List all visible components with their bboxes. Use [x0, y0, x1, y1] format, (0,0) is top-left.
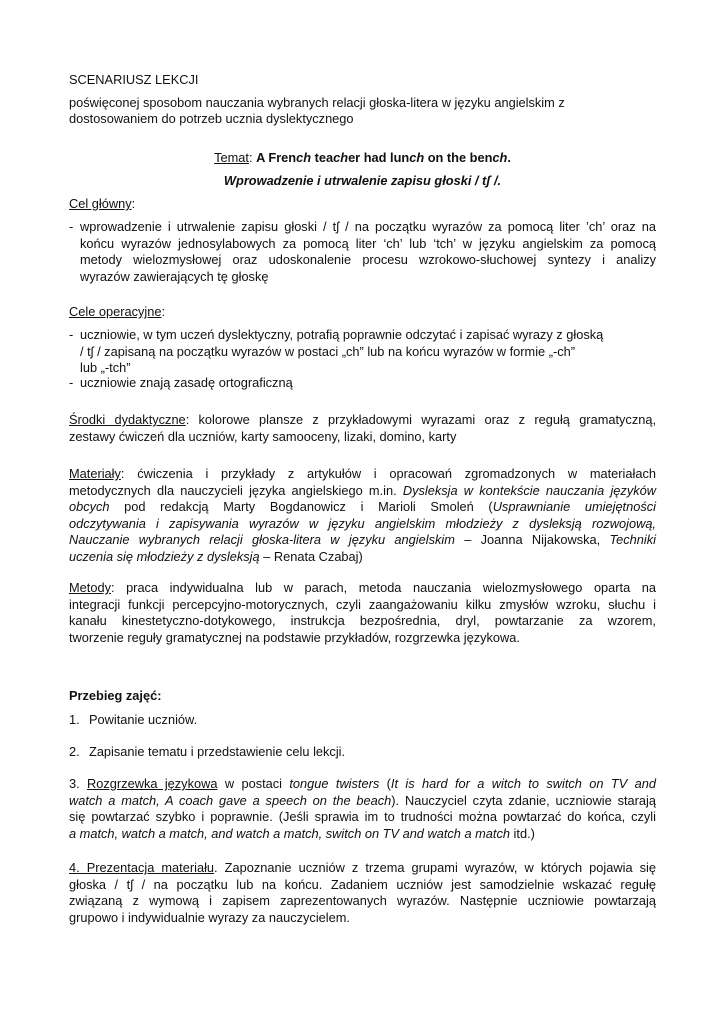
operational-goal-line: uczniowie, w tym uczeń dyslektyczny, potrafią poprawnie odczytać i zapisać wyrazy z głoską	[80, 327, 604, 342]
materials-line: obcych pod redakcją Marty Bogdanowicz i Marioli Smoleń (Usprawnianie umiejętności	[69, 499, 656, 514]
operational-goal-item	[69, 375, 656, 392]
materials-line: odczytywania i zapisywania wyrazów w języku angielskim młodzieży z dysleksją rozwojową,	[69, 515, 656, 531]
bullet-dash: -	[69, 219, 74, 234]
bullet-dash: -	[69, 375, 74, 390]
course-step-4	[69, 860, 656, 926]
operational-goal-item	[69, 327, 656, 377]
main-goal-line: wyrazów zawierających tę głoskę	[80, 268, 269, 284]
course-step-2: 2. Zapisanie tematu i przedstawienie celu lekcji.	[69, 744, 346, 759]
step4-line: związaną z wymową i zapisem zaprezentowanych wyrazów. Następnie uczniowie powtarzają	[69, 893, 656, 908]
materials-heading: Materiały	[69, 466, 121, 481]
course-step-1: 1. Powitanie uczniów.	[69, 712, 198, 727]
course-heading: Przebieg zajęć:	[69, 688, 162, 703]
bullet-dash: -	[69, 327, 74, 342]
operational-goals-heading: Cele operacyjne:	[69, 304, 166, 319]
document-subtitle-line1: poświęconej sposobom nauczania wybranych relacji głoska-litera w języku angielskim z	[69, 95, 565, 110]
step3-line: a match, watch a match, and watch a match, switch on TV and watch a match itd.)	[69, 825, 535, 841]
step3-line: się powtarzać szybko i poprawnie. (Jeśli sprawia im to trudności można powtarzać do końca, czyli	[69, 809, 656, 824]
step4-line: głoska / tʃ / na początku lub na końcu. Zadaniem uczniów jest samodzielnie wskazać regułę	[69, 876, 656, 892]
topic-subtitle: Wprowadzenie i utrwalenie zapisu głoski / tʃ /.	[223, 173, 502, 188]
course-step-3	[69, 776, 656, 842]
teaching-aids-section	[69, 412, 656, 445]
teaching-aids-line: Środki dydaktyczne: kolorowe plansze z przykładowymi wyrazami oraz z regułą gramatyczną,	[69, 412, 657, 427]
methods-line: kanału kinestetyczno-dotykowego, instrukcja bezpośrednia, dryl, powtarzanie za wzorem,	[69, 613, 656, 628]
teaching-aids-line: zestawy ćwiczeń dla uczniów, karty samooceny, lizaki, domino, karty	[69, 428, 457, 444]
topic-label: Temat	[214, 150, 249, 165]
materials-line: uczenia się młodzieży z dysleksją – Renata Czabaj)	[69, 548, 363, 564]
materials-section	[69, 466, 656, 565]
materials-line: metodycznych dla nauczycieli języka angielskiego m.in. Dysleksja w kontekście nauczania języków	[69, 482, 656, 498]
main-goal-heading: Cel główny:	[69, 196, 136, 211]
main-goal-item	[69, 219, 656, 285]
materials-line: Materiały: ćwiczenia i przykłady z artykułów i opracowań zgromadzonych w materiałach	[69, 466, 656, 481]
topic-colon: :	[248, 150, 257, 165]
step3-line: watch a match, A coach gave a speech on the beach). Nauczyciel czyta zdanie, uczniowie starają	[69, 792, 656, 808]
operational-goal-line: uczniowie znają zasadę ortograficzną	[80, 375, 293, 390]
step3-line: 3. Rozgrzewka językowa w postaci tongue twisters (It is hard for a witch to switch on TV and	[69, 776, 656, 791]
teaching-aids-heading: Środki dydaktyczne	[69, 412, 186, 427]
materials-line: Nauczanie wybranych relacji głoska-litera w języku angielskim – Joanna Nijakowska, Techniki	[69, 532, 656, 547]
step4-line: 4. Prezentacja materiału. Zapoznanie uczniów z trzema grupami wyrazów, w których pojawia się	[69, 860, 657, 875]
operational-goal-line: lub „-tch”	[80, 360, 131, 375]
step3-heading: Rozgrzewka językowa	[87, 776, 218, 791]
step4-heading: 4. Prezentacja materiału	[69, 860, 215, 875]
methods-line: tworzenie reguły gramatycznej na podstawie przykładów, rozgrzewka językowa.	[69, 629, 520, 645]
topic-title: A French teacher had lunch on the bench.	[256, 150, 511, 165]
methods-section	[69, 580, 656, 646]
document-subtitle-line2: dostosowaniem do potrzeb ucznia dyslektycznego	[69, 111, 354, 126]
step4-line: grupowo i indywidualnie wyrazy za nauczycielem.	[69, 909, 350, 925]
main-goal-line: metody wielozmysłowej oraz udoskonalenie procesu wzrokowo-słuchowej syntezy i analizy	[80, 252, 656, 267]
document-title: SCENARIUSZ LEKCJI	[69, 72, 199, 87]
methods-line: integracji funkcji percepcyjno-motorycznych, czyli zaangażowaniu kilku zmysłów wzroku, słuchu i	[69, 596, 656, 612]
operational-goal-line: / tʃ / zapisaną na początku wyrazów w postaci „ch” lub na końcu wyrazów w formie „-ch”	[80, 343, 576, 359]
methods-heading: Metody	[69, 580, 111, 595]
topic-line	[69, 150, 656, 167]
main-goal-line: wprowadzenie i utrwalenie zapisu głoski / tʃ / na początku wyrazów za pomocą liter ’ch’ oraz na	[80, 219, 656, 234]
main-goal-line: końcu wyrazów jednosylabowych za pomocą liter ‘ch’ lub ‘tch’ w języku angielskim za pomocą	[80, 235, 656, 251]
methods-line: Metody: praca indywidualna lub w parach, metoda nauczania wielozmysłowego oparta na	[69, 580, 656, 595]
